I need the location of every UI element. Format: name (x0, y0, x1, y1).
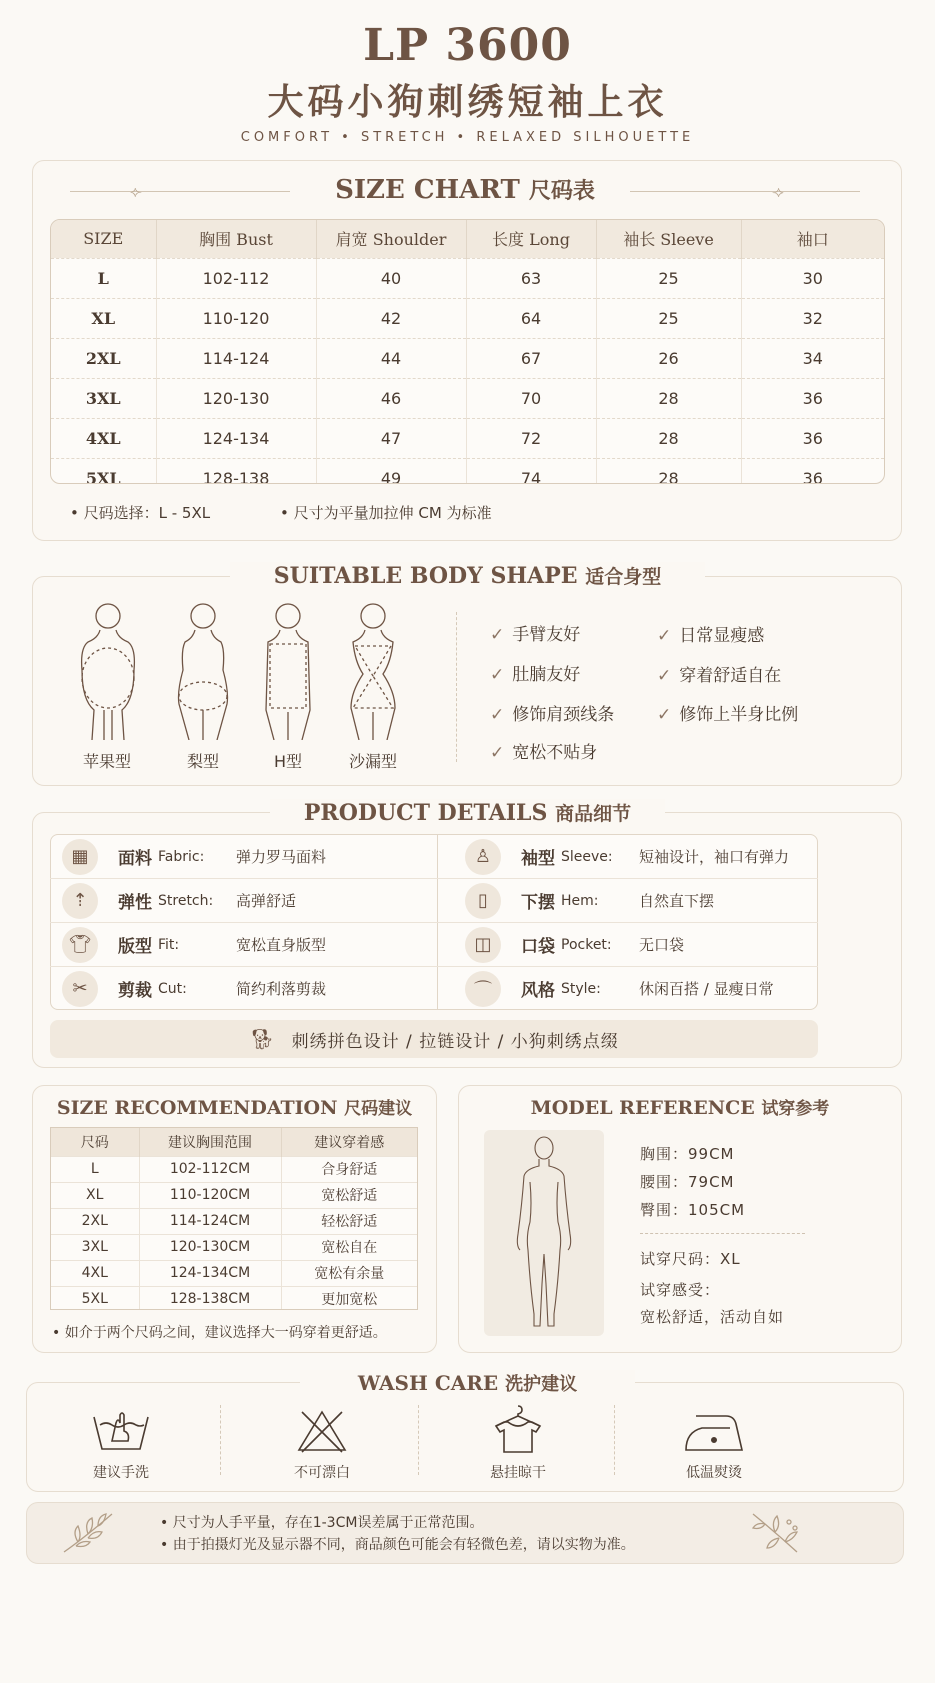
wash-title-cn: 洗护建议 (505, 1374, 578, 1395)
shape-label-apple: 苹果型 (82, 752, 131, 771)
value-cell: 宽松有余量 (281, 1260, 417, 1286)
detail-key: 风格 (521, 981, 555, 1001)
value-cell: 128-138CM (139, 1286, 281, 1310)
value-cell: 36 (741, 378, 884, 418)
size-cell: 5XL (51, 458, 156, 484)
product-code: LP 3600 (363, 20, 572, 71)
detail-key-en: Cut: (158, 980, 187, 997)
leaf-branch-icon (60, 1508, 120, 1558)
detail-key-en: Hem: (561, 892, 599, 909)
divider-line (456, 612, 457, 762)
value-cell: 25 (596, 258, 741, 298)
value-cell: 72 (466, 418, 596, 458)
value-cell: 128-138 (156, 458, 316, 484)
value-cell: 28 (596, 458, 741, 484)
model-title-cn: 试穿参考 (761, 1099, 830, 1119)
table-row (51, 258, 884, 298)
value-cell: 2XL (51, 1208, 139, 1234)
value-cell: 更加宽松 (281, 1286, 417, 1310)
value-cell: 28 (596, 418, 741, 458)
note-text: 尺码选择：L - 5XL (83, 504, 211, 522)
check-text: 肚腩友好 (512, 665, 581, 685)
table-header-row (51, 220, 884, 258)
value-cell: XL (51, 1182, 139, 1208)
size-cell: XL (51, 298, 156, 338)
details-title (270, 799, 665, 826)
apple-shape-figure (82, 604, 135, 740)
col-header: 袖长 Sleeve (596, 220, 741, 258)
wash-hand-label: 建议手洗 (93, 1465, 149, 1481)
divider-line (418, 1405, 419, 1475)
value-cell: 32 (741, 298, 884, 338)
value-cell: 70 (466, 378, 596, 418)
tagline: COMFORT • STRETCH • RELAXED SILHOUETTE (240, 130, 695, 145)
details-title-cn: 商品细节 (555, 803, 632, 825)
col-header: 建议胸围范围 (139, 1128, 281, 1156)
value-cell: 25 (596, 298, 741, 338)
body-shape-title (230, 562, 705, 589)
detail-key: 袖型 (521, 849, 555, 869)
value-cell: 102-112CM (139, 1156, 281, 1182)
size-range-note: • 尺码选择：L - 5XL (70, 504, 211, 522)
value-cell: 120-130CM (139, 1234, 281, 1260)
model-title (458, 1094, 902, 1119)
detail-key-en: Fit: (158, 936, 180, 953)
note-text: 尺寸为平量加拉伸 CM 为标准 (293, 504, 492, 522)
pocket-icon: ◫ (465, 927, 501, 963)
feature-text: 刺绣拼色设计 / 拉链设计 / 小狗刺绣点缀 (291, 1031, 619, 1052)
check-icon: ✓ (657, 705, 672, 725)
size-chart-title (300, 174, 630, 205)
recommend-title-cn: 尺码建议 (344, 1099, 413, 1119)
details-title-en: PRODUCT DETAILS (303, 800, 548, 826)
value-cell: 宽松舒适 (281, 1182, 417, 1208)
value-cell: 5XL (51, 1286, 139, 1310)
hand-wash-icon (92, 1405, 150, 1453)
value-cell: 74 (466, 458, 596, 484)
dog-icon: 🐕︎ (249, 1027, 276, 1051)
value-cell: 36 (741, 458, 884, 484)
recommend-title-en: SIZE RECOMMENDATION (56, 1097, 338, 1119)
check-item (490, 660, 580, 685)
model-size: 试穿尺码：XL (640, 1250, 741, 1268)
table-row (51, 1208, 417, 1234)
low-iron-icon (682, 1410, 746, 1454)
h-shape-figure (266, 604, 310, 740)
detail-key: 口袋 (521, 937, 555, 957)
recommend-note: • 如介于两个尺码之间，建议选择大一码穿着更舒适。 (52, 1325, 387, 1341)
value-cell: 44 (316, 338, 466, 378)
leaf-branch-icon (745, 1508, 805, 1558)
size-cell: 4XL (51, 418, 156, 458)
model-feel-label: 试穿感受： (640, 1281, 721, 1299)
value-cell: 124-134 (156, 418, 316, 458)
detail-value: 无口袋 (639, 936, 685, 954)
col-header: 长度 Long (466, 220, 596, 258)
size-cell: L (51, 258, 156, 298)
detail-row (465, 923, 684, 966)
col-header: 尺码 (51, 1128, 139, 1156)
wash-title-en: WASH CARE (357, 1371, 499, 1395)
note-text: 由于拍摄灯光及显示器不同，商品颜色可能会有轻微色差，请以实物为准。 (172, 1537, 635, 1553)
wash-title (300, 1370, 635, 1396)
model-hip: 臀围：105CM (640, 1201, 746, 1219)
size-cell: 2XL (51, 338, 156, 378)
check-item (490, 620, 580, 645)
table-row (51, 378, 884, 418)
detail-key: 版型 (118, 937, 152, 957)
model-title-en: MODEL REFERENCE (530, 1097, 755, 1119)
no-bleach-icon (296, 1408, 348, 1454)
table-row (51, 1234, 417, 1260)
detail-key-en: Stretch: (158, 892, 214, 909)
hem-icon: ▯ (465, 883, 501, 919)
value-cell: 124-134CM (139, 1260, 281, 1286)
measure-note: • 尺寸为平量加拉伸 CM 为标准 (280, 504, 492, 522)
value-cell: 3XL (51, 1234, 139, 1260)
check-icon: ✓ (490, 705, 505, 725)
detail-row (62, 879, 296, 922)
value-cell: 47 (316, 418, 466, 458)
size-cell: 3XL (51, 378, 156, 418)
check-text: 修饰上半身比例 (679, 705, 799, 725)
check-icon: ✓ (657, 666, 672, 686)
leaf-icon: ⟢ (772, 182, 784, 201)
divider-line (630, 191, 860, 192)
sleeve-icon: ♙ (465, 839, 501, 875)
value-cell: 40 (316, 258, 466, 298)
detail-value: 宽松直身版型 (236, 936, 327, 954)
value-cell: 34 (741, 338, 884, 378)
value-cell: 42 (316, 298, 466, 338)
size-chart-title-en: SIZE CHART (335, 175, 520, 205)
wash-no-bleach-label: 不可漂白 (294, 1465, 350, 1481)
divider-line (640, 1233, 805, 1234)
note-text: 尺寸为人手平量，存在1-3CM误差属于正常范围。 (172, 1515, 484, 1531)
check-text: 修饰肩颈线条 (512, 705, 615, 725)
detail-row (465, 835, 789, 878)
check-item (657, 621, 764, 646)
value-cell: 120-130 (156, 378, 316, 418)
check-item (490, 700, 614, 725)
size-chart-table (50, 219, 885, 484)
detail-key-en: Fabric: (158, 848, 205, 865)
divider-line (220, 1405, 221, 1475)
check-icon: ✓ (490, 665, 505, 685)
detail-key-en: Pocket: (561, 936, 612, 953)
table-header-row (51, 1128, 417, 1156)
value-cell: 36 (741, 418, 884, 458)
value-cell: 30 (741, 258, 884, 298)
value-cell: 28 (596, 378, 741, 418)
check-item (657, 661, 781, 686)
check-text: 手臂友好 (512, 625, 581, 645)
detail-value: 简约利落剪裁 (236, 980, 327, 998)
detail-row (62, 835, 326, 878)
check-item (490, 738, 597, 763)
shape-label-hourglass: 沙漏型 (348, 752, 397, 771)
hourglass-shape-figure (351, 604, 395, 740)
table-row (51, 338, 884, 378)
check-icon: ✓ (490, 625, 505, 645)
shape-label-pear: 梨型 (186, 752, 219, 771)
detail-key-en: Style: (561, 980, 601, 997)
check-icon: ✓ (657, 626, 672, 646)
table-row (51, 298, 884, 338)
feature-banner (50, 1020, 818, 1058)
size-chart-title-cn: 尺码表 (528, 178, 595, 204)
body-shape-title-en: SUITABLE BODY SHAPE (273, 563, 578, 589)
detail-value: 自然直下摆 (639, 892, 715, 910)
col-header: 肩宽 Shoulder (316, 220, 466, 258)
body-shape-title-cn: 适合身型 (585, 566, 662, 588)
footer-note-1: • 尺寸为人手平量，存在1-3CM误差属于正常范围。 (160, 1515, 484, 1531)
detail-value: 休闲百搭 / 显瘦日常 (639, 980, 774, 998)
col-header: SIZE (51, 220, 156, 258)
col-header: 胸围 Bust (156, 220, 316, 258)
scissors-icon: ✂ (62, 971, 98, 1007)
shape-label-h: H型 (273, 752, 303, 771)
recommend-title (32, 1094, 437, 1119)
detail-key: 剪裁 (118, 981, 152, 1001)
hanger-icon: ⌒ (465, 971, 501, 1007)
table-row (51, 458, 884, 484)
product-title: 大码小狗刺绣短袖上衣 (267, 81, 668, 123)
value-cell: L (51, 1156, 139, 1182)
fabric-icon: ▦ (62, 839, 98, 875)
value-cell: 合身舒适 (281, 1156, 417, 1182)
model-waist: 腰围：79CM (640, 1173, 735, 1191)
value-cell: 110-120CM (139, 1182, 281, 1208)
value-cell: 102-112 (156, 258, 316, 298)
value-cell: 26 (596, 338, 741, 378)
table-row (51, 1182, 417, 1208)
detail-row (465, 967, 774, 1010)
value-cell: 49 (316, 458, 466, 484)
check-text: 宽松不贴身 (512, 743, 598, 763)
value-cell: 114-124 (156, 338, 316, 378)
detail-key-en: Sleeve: (561, 848, 613, 865)
detail-key: 面料 (118, 849, 152, 869)
detail-row (62, 967, 326, 1010)
detail-value: 短袖设计，袖口有弹力 (639, 848, 790, 866)
check-text: 穿着舒适自在 (679, 666, 782, 686)
model-figure (504, 1134, 584, 1332)
detail-value: 弹力罗马面料 (236, 848, 327, 866)
detail-key: 下摆 (521, 893, 555, 913)
check-text: 日常显瘦感 (679, 626, 765, 646)
divider-line (614, 1405, 615, 1475)
value-cell: 4XL (51, 1260, 139, 1286)
value-cell: 宽松自在 (281, 1234, 417, 1260)
footer-note-2: • 由于拍摄灯光及显示器不同，商品颜色可能会有轻微色差，请以实物为准。 (160, 1537, 635, 1553)
hang-dry-icon (490, 1404, 546, 1454)
col-header: 建议穿着感 (281, 1128, 417, 1156)
body-shape-figures (60, 600, 460, 740)
wash-iron-label: 低温熨烫 (686, 1465, 742, 1481)
detail-value: 高弹舒适 (236, 892, 297, 910)
check-item (657, 700, 798, 725)
value-cell: 114-124CM (139, 1208, 281, 1234)
leaf-icon: ⟣ (130, 182, 142, 201)
stretch-icon: ⇡ (62, 883, 98, 919)
note-text: 如介于两个尺码之间，建议选择大一码穿着更舒适。 (64, 1325, 387, 1341)
table-row (51, 1156, 417, 1182)
recommend-table (50, 1127, 418, 1310)
value-cell: 67 (466, 338, 596, 378)
value-cell: 轻松舒适 (281, 1208, 417, 1234)
wash-hang-dry-label: 悬挂晾干 (490, 1465, 546, 1481)
divider-line (70, 191, 290, 192)
detail-row (465, 879, 714, 922)
check-icon: ✓ (490, 743, 505, 763)
value-cell: 63 (466, 258, 596, 298)
table-row (51, 1260, 417, 1286)
value-cell: 64 (466, 298, 596, 338)
model-bust: 胸围：99CM (640, 1145, 735, 1163)
model-feel: 宽松舒适，活动自如 (640, 1308, 785, 1326)
pear-shape-figure (179, 604, 228, 740)
detail-key: 弹性 (118, 893, 152, 913)
col-header: 袖口 (741, 220, 884, 258)
value-cell: 110-120 (156, 298, 316, 338)
table-row (51, 1286, 417, 1310)
shirt-icon: 👕︎ (62, 927, 98, 963)
value-cell: 46 (316, 378, 466, 418)
table-row (51, 418, 884, 458)
detail-row (62, 923, 326, 966)
